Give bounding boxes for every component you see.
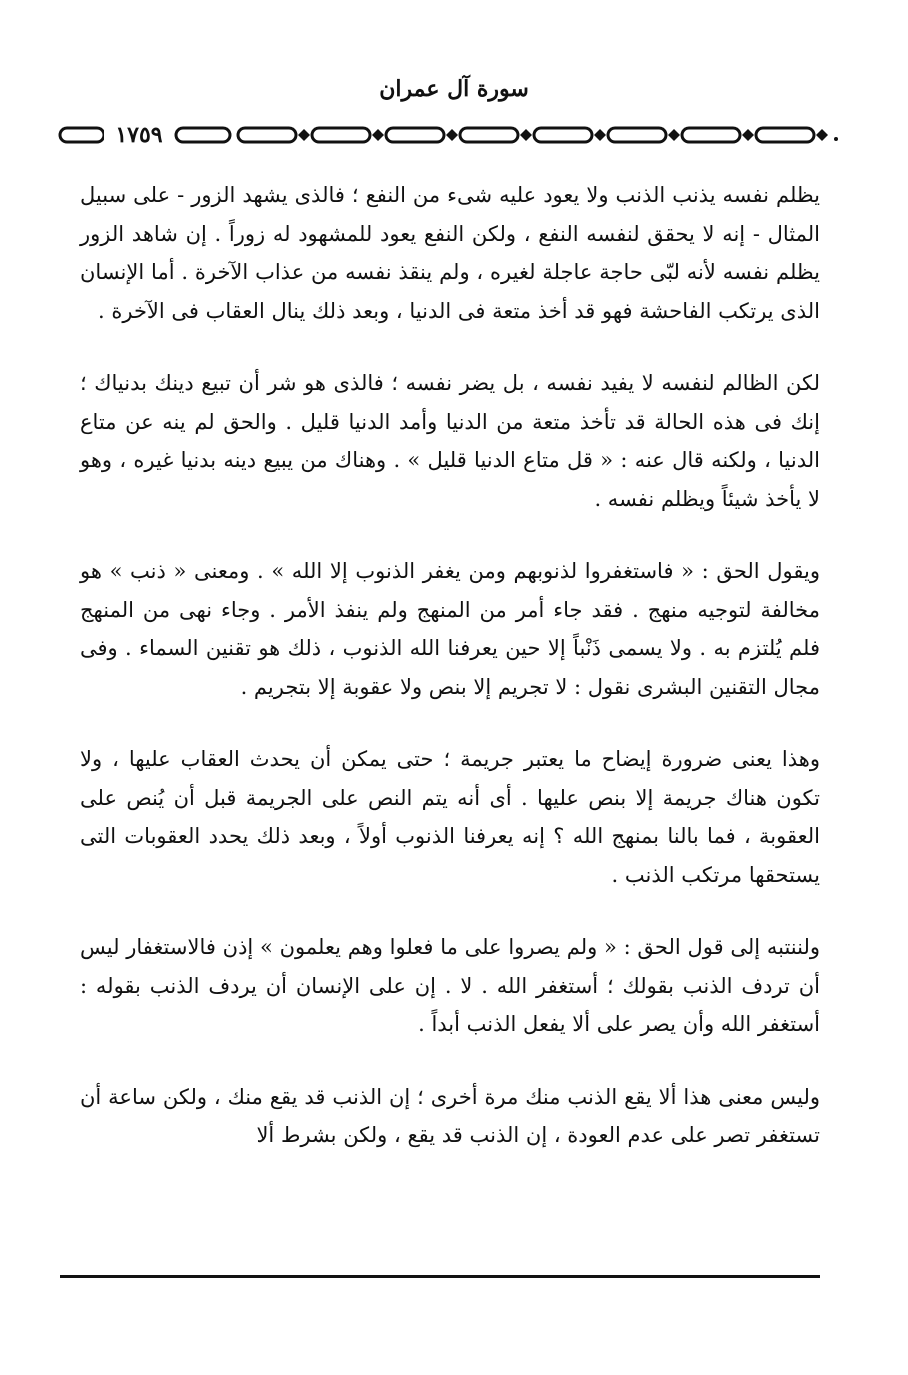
paragraph-3: ويقول الحق : « فاستغفروا لذنوبهم ومن يغفر الذنوب إلا الله » . ومعنى « ذنب » هو مخالفة لتوجيه منهج . فقد جاء أمر من المنهج ولم ينفذ الأمر . وجاء نهى من المنهج فلم يُلتزم به . ولا يسمى ذَنْباً إلا حين يعرفنا الله الذنوب ، ذلك هو تقنين السماء . وفى مجال التقنين البشرى نقول : لا تجريم إلا بنص ولا عقوبة إلا بتجريم . bbox=[80, 559, 820, 699]
paragraph-6: وليس معنى هذا ألا يقع الذنب منك مرة أخرى ؛ إن الذنب قد يقع منك ، ولكن ساعة أن تستغفر تصر على عدم العودة ، إن الذنب قد يقع ، ولكن بشرط ألا bbox=[80, 1084, 820, 1147]
body-text bbox=[80, 176, 820, 1155]
page-number: ١٧٥٩ bbox=[104, 118, 174, 152]
paragraph-4: وهذا يعنى ضرورة إيضاح ما يعتبر جريمة ؛ حتى يمكن أن يحدث العقاب عليها ، ولا تكون هناك جريمة إلا بنص عليها . أى أنه يتم النص على الجريمة قبل أن يُنص على العقوبة ، فما بالنا بمنهج الله ؟ إنه يعرفنا الذنوب أولاً ، وبعد ذلك يحدد العقوبات التى يستحقها مرتكب الذنب . bbox=[80, 747, 820, 887]
paragraph-5: ولننتبه إلى قول الحق : « ولم يصروا على ما فعلوا وهم يعلمون » إذن فالاستغفار ليس أن تردف الذنب بقولك ؛ أستغفر الله . لا . إن على الإنسان أن يردف الذنب بقوله : أستغفر الله وأن يصر على ألا يفعل الذنب أبداً . bbox=[80, 935, 820, 1036]
paragraph-2: لكن الظالم لنفسه لا يفيد نفسه ، بل يضر نفسه ؛ فالذى هو شر أن تبيع دينك بدنياك ؛ إنك فى هذه الحالة قد تأخذ متعة من الدنيا وأمد الدنيا قليل . والحق لم ينه عن متاع الدنيا ، ولكنه قال عنه : « قل متاع الدنيا قليل » . وهناك من يبيع دينه بدنيا غيره ، وهو لا يأخذ شيئاً ويظلم نفسه . bbox=[80, 371, 820, 511]
bottom-rule bbox=[60, 1275, 820, 1278]
surah-title: سورة آل عمران bbox=[379, 76, 529, 102]
paragraph-1: يظلم نفسه يذنب الذنب ولا يعود عليه شىء من النفع ؛ فالذى يشهد الزور - على سبيل المثال - إنه لا يحقق لنفسه النفع ، ولكن النفع يعود للمشهود له زوراً . إن شاهد الزور يظلم نفسه لأنه لبّى حاجة عاجلة لغيره ، ولم ينقذ نفسه من عذاب الآخرة . أما الإنسان الذى يرتكب الفاحشة فهو قد أخذ متعة فى الدنيا ، وبعد ذلك ينال العقاب فى الآخرة . bbox=[80, 183, 820, 323]
